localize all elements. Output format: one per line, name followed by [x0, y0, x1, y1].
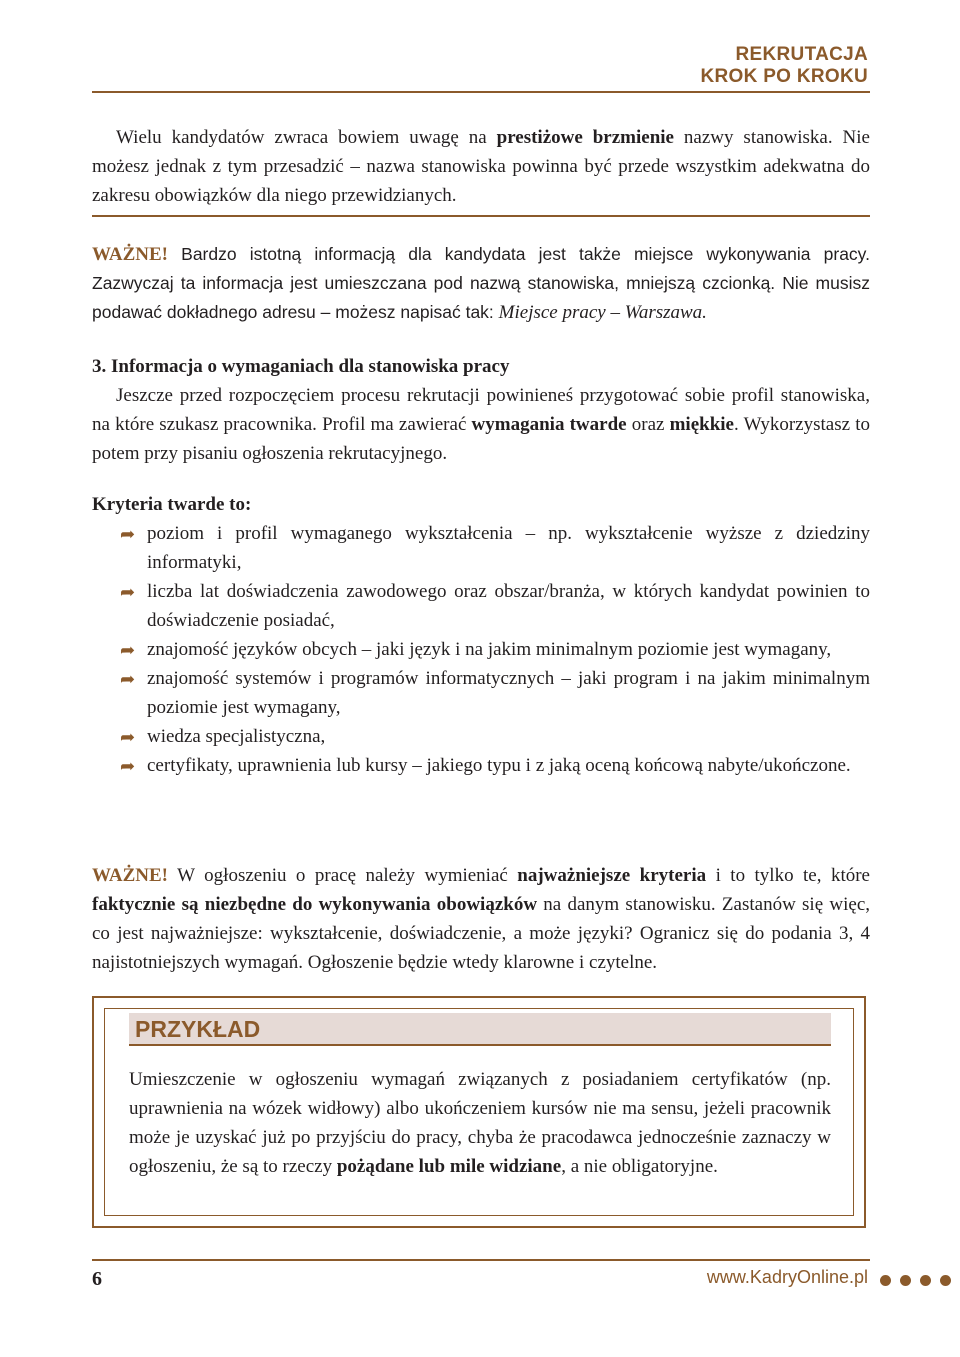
note-important-1	[92, 240, 870, 327]
arrow-right-icon: ➦	[120, 524, 136, 545]
example-text-1: Umieszczenie w ogłoszeniu wymagań związanych z posiadaniem certyfikatów (np. uprawnienia na wózek widłowy) albo ukończeniem kursów nie ma sensu, jeżeli pracownik może je uzyskać już po przyjściu do pracy, chyba że pracodawca jednocześnie zaznaczy w ogłoszeniu, że są to rzeczy	[129, 1069, 831, 1177]
section-3-paragraph	[92, 381, 870, 468]
dot-icon	[880, 1275, 891, 1286]
criteria-item-text: certyfikaty, uprawnienia lub kursy – jakiego typu i z jaką oceną końcową nabyte/ukończone.	[147, 755, 851, 776]
dot-icon	[900, 1275, 911, 1286]
example-title: PRZYKŁAD	[129, 1013, 831, 1046]
section-3-heading: 3. Informacja o wymaganiach dla stanowiska pracy	[92, 356, 510, 377]
intro-text-2: nazwy stanowiska. Nie możesz jednak z tym przesadzić – nazwa stanowiska powinna być przede wszystkim adekwatna do zakresu obowiązków dla niego przewidzianych.	[92, 127, 870, 206]
note2-text-3: na danym stanowisku. Zastanów się więc, co jest najważniejsze: wykształcenie, doświadczenie, a może języki? Ogranicz się do podania 3, 4 najistotniejszych wymagań. Ogłoszenie będzie wtedy klarowne i czytelne.	[92, 894, 870, 973]
list-item	[92, 722, 870, 751]
dot-icon	[940, 1275, 951, 1286]
note-important-2	[92, 861, 870, 977]
section-rule	[92, 215, 870, 217]
intro-paragraph	[92, 123, 870, 210]
criteria-list	[92, 519, 870, 780]
dot-icon	[920, 1275, 931, 1286]
page-number: 6	[92, 1268, 102, 1290]
criteria-section	[92, 490, 870, 780]
list-item	[92, 751, 870, 780]
section3-text-2: oraz	[626, 414, 670, 435]
list-item	[92, 519, 870, 577]
list-item	[92, 664, 870, 722]
website-link[interactable]: www.KadryOnline.pl	[706, 1267, 868, 1287]
example-text	[129, 1065, 831, 1181]
header-rule	[92, 91, 870, 93]
section3-text-1: Jeszcze przed rozpoczęciem procesu rekrutacji powinieneś przygotować sobie profil stanowiska, na które szukasz pracownika. Profil ma zawierać	[92, 385, 870, 435]
arrow-right-icon: ➦	[120, 727, 136, 748]
arrow-right-icon: ➦	[120, 582, 136, 603]
arrow-right-icon: ➦	[120, 640, 136, 661]
criteria-item-text: znajomość języków obcych – jaki język i na jakim minimalnym poziomie jest wymagany,	[147, 639, 832, 660]
arrow-right-icon: ➦	[120, 756, 136, 777]
important-label-2: WAŻNE!	[92, 865, 169, 886]
criteria-item-text: znajomość systemów i programów informatycznych – jaki program i na jakim minimalnym poziomie jest wymagany,	[147, 668, 870, 718]
criteria-heading: Kryteria twarde to:	[92, 494, 252, 515]
section3-text-3: . Wykorzystasz to potem przy pisaniu ogłoszenia rekrutacyjnego.	[92, 414, 870, 464]
important-label-1: WAŻNE!	[92, 244, 169, 265]
list-item	[92, 577, 870, 635]
header-line-1: REKRUTACJA	[735, 44, 868, 65]
note1-example: Miejsce pracy – Warszawa.	[498, 302, 707, 323]
criteria-item-text: liczba lat doświadczenia zawodowego oraz obszar/branża, w których kandydat powinien to doświadczenie posiadać,	[147, 581, 870, 631]
header-line-2: KROK PO KROKU	[700, 66, 868, 87]
section-3	[92, 352, 870, 468]
section3-bold-1: wymagania twarde	[471, 414, 627, 435]
note2-text-1: W ogłoszeniu o pracę należy wymieniać	[168, 865, 518, 886]
running-header	[700, 44, 868, 88]
intro-text-1: Wielu kandydatów zwraca bowiem uwagę na	[116, 127, 497, 148]
note2-bold-2: faktycznie są niezbędne do wykonywania obowiązków	[92, 894, 538, 915]
intro-bold: prestiżowe brzmienie	[496, 127, 674, 148]
note1-text: Bardzo istotną informacją dla kandydata jest także miejsce wykonywania pracy. Zazwyczaj ta informacja jest umieszczana pod nazwą stanowiska, mniejszą czcionką. Nie musisz podawać dokładnego adresu – możesz napisać tak:	[92, 244, 870, 322]
footer-rule	[92, 1259, 870, 1261]
note2-bold-1: najważniejsze kryteria	[517, 865, 707, 886]
example-bold: pożądane lub mile widziane	[336, 1156, 562, 1177]
list-item	[92, 635, 870, 664]
criteria-item-text: wiedza specjalistyczna,	[147, 726, 326, 747]
arrow-right-icon: ➦	[120, 669, 136, 690]
section3-bold-2: miękkie	[669, 414, 734, 435]
decorative-dots	[880, 1273, 960, 1291]
example-text-2: , a nie obligatoryjne.	[561, 1156, 718, 1177]
note2-text-2: i to tylko te, które	[706, 865, 870, 886]
criteria-item-text: poziom i profil wymaganego wykształcenia – np. wykształcenie wyższe z dziedziny informatyki,	[147, 523, 870, 573]
